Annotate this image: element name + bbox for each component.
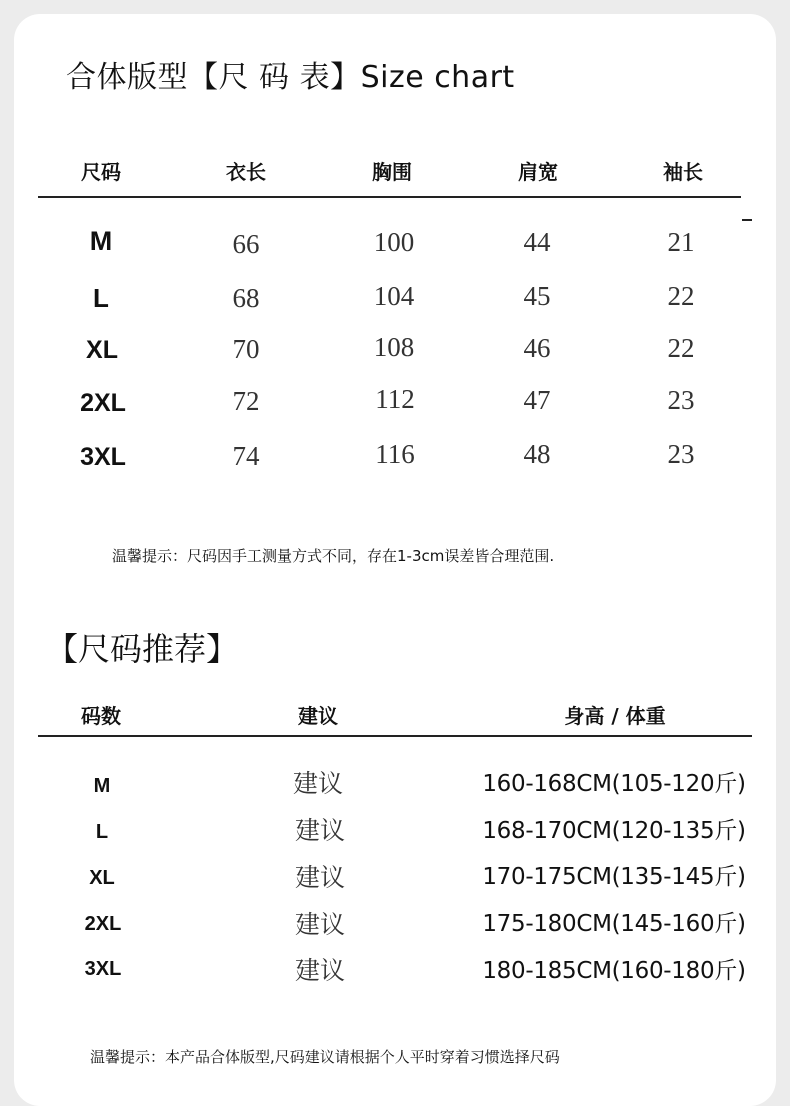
table-cell: 建议 [294,816,346,845]
header-height-weight: 身高 / 体重 [564,704,666,728]
header-chest: 胸围 [372,160,412,184]
table-cell: 104 [373,281,415,311]
table-row-size: 3XL [84,958,122,980]
table-cell: 45 [523,281,551,311]
table-cell: 180-185CM(160-180斤) [482,958,746,984]
table-cell: 22 [667,333,695,363]
table-cell: 23 [667,439,695,469]
table-cell: 74 [232,441,260,471]
table-cell: 168-170CM(120-135斤) [482,818,746,844]
header-divider [38,196,741,198]
table-cell: 22 [667,281,695,311]
table-cell: 建议 [294,956,346,985]
table-cell: 46 [523,333,551,363]
decorative-dash [742,219,752,221]
header-advice: 建议 [298,704,338,728]
table-row-size: 3XL [80,443,126,471]
table-row-size: 2XL [84,913,122,935]
table-cell: 建议 [292,769,344,798]
recommend-title: 【尺码推荐】 [46,630,239,668]
table-cell: 68 [232,283,260,313]
table-cell: 170-175CM(135-145斤) [482,864,746,890]
table-cell: 175-180CM(145-160斤) [482,911,746,937]
table-cell: 108 [373,332,415,362]
table-cell: 23 [667,385,695,415]
table-cell: 21 [667,227,695,257]
measurement-note: 温馨提示：尺码因手工测量方式不同，存在1-3cm误差皆合理范围. [112,547,555,565]
table-cell: 70 [232,334,260,364]
header-code: 码数 [81,704,121,728]
table-cell: 建议 [294,910,346,939]
table-cell: 66 [232,229,260,259]
header-length: 衣长 [226,160,266,184]
table-cell: 112 [375,384,415,414]
table-row-size: M [89,226,113,256]
header-sleeve: 袖长 [663,160,703,184]
table-row-size: L [93,283,109,313]
header-size: 尺码 [81,160,121,184]
table-cell: 160-168CM(105-120斤) [482,771,746,797]
recommend-divider [38,735,752,737]
table-row-size: M [93,775,111,797]
table-cell: 44 [523,227,551,257]
table-cell: 48 [523,439,551,469]
header-shoulder: 肩宽 [518,160,558,184]
table-cell: 100 [373,227,415,257]
table-cell: 72 [232,386,260,416]
table-cell: 47 [523,385,551,415]
table-row-size: XL [89,867,115,889]
table-cell: 建议 [294,863,346,892]
table-cell: 116 [375,439,415,469]
table-row-size: 2XL [80,389,126,417]
table-row-size: L [95,821,109,843]
table-row-size: XL [86,336,118,364]
size-chart-title: 合体版型【尺 码 表】Size chart [66,60,515,95]
fit-note: 温馨提示：本产品合体版型,尺码建议请根据个人平时穿着习惯选择尺码 [90,1048,560,1066]
